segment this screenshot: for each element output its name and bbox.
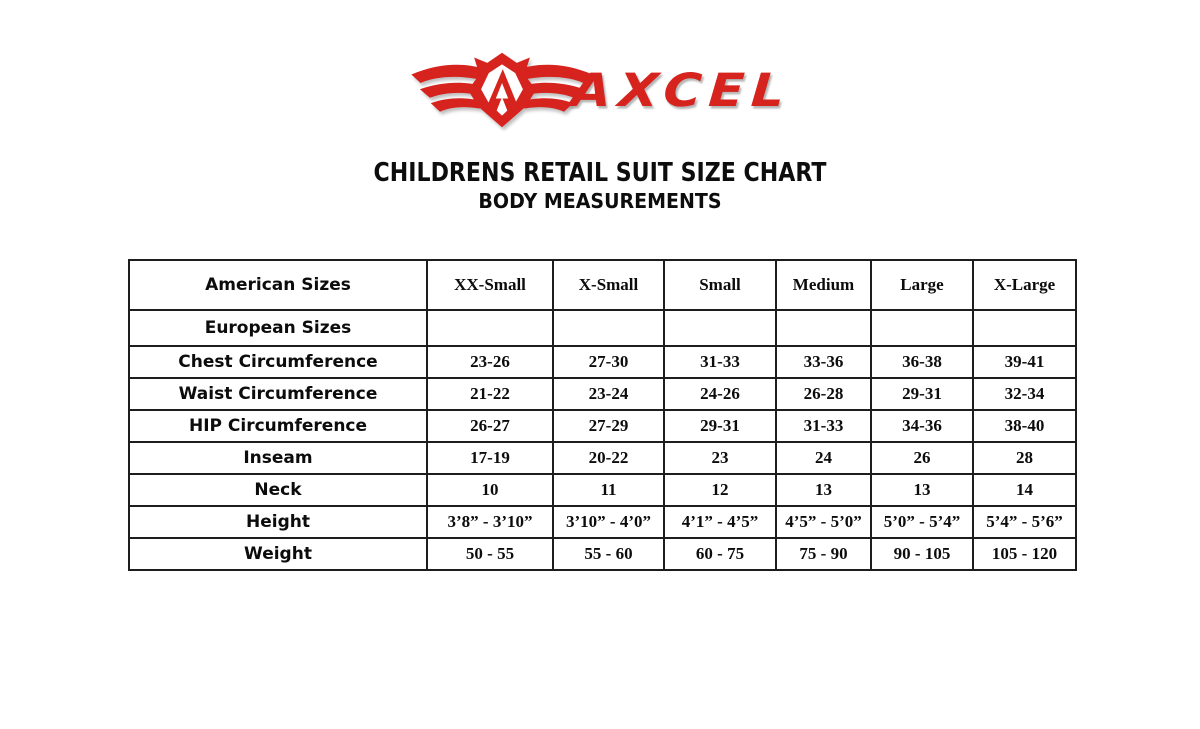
- size-value-cell: 20-22: [553, 442, 664, 474]
- size-value-cell: 24-26: [664, 378, 776, 410]
- column-header-size-5: Large: [871, 260, 973, 310]
- table-row: [129, 442, 1076, 474]
- size-value-cell: 50 - 55: [427, 538, 553, 570]
- table-row: [129, 346, 1076, 378]
- table-row: [129, 378, 1076, 410]
- size-value-cell: 31-33: [776, 410, 871, 442]
- size-value-cell: 33-36: [776, 346, 871, 378]
- table-row: [129, 310, 1076, 346]
- column-header-size-1: XX-Small: [427, 260, 553, 310]
- size-value-cell: 4’1” - 4’5”: [664, 506, 776, 538]
- size-value-cell: [973, 310, 1076, 346]
- size-value-cell: 39-41: [973, 346, 1076, 378]
- size-value-cell: 26-28: [776, 378, 871, 410]
- size-value-cell: 4’5” - 5’0”: [776, 506, 871, 538]
- table-row: [129, 506, 1076, 538]
- row-label: HIP Circumference: [129, 410, 427, 442]
- size-value-cell: 75 - 90: [776, 538, 871, 570]
- size-value-cell: 29-31: [664, 410, 776, 442]
- row-label: Weight: [129, 538, 427, 570]
- size-value-cell: 34-36: [871, 410, 973, 442]
- row-label: Neck: [129, 474, 427, 506]
- size-value-cell: 21-22: [427, 378, 553, 410]
- table-row: [129, 474, 1076, 506]
- row-label: Height: [129, 506, 427, 538]
- page-title: CHILDRENS RETAIL SUIT SIZE CHART: [373, 158, 827, 188]
- size-value-cell: 23-24: [553, 378, 664, 410]
- size-value-cell: 27-29: [553, 410, 664, 442]
- size-value-cell: 12: [664, 474, 776, 506]
- size-value-cell: 32-34: [973, 378, 1076, 410]
- size-value-cell: 38-40: [973, 410, 1076, 442]
- column-header-size-2: X-Small: [553, 260, 664, 310]
- axcel-winged-shield-icon: [409, 50, 595, 130]
- page-subtitle: BODY MEASUREMENTS: [478, 189, 722, 213]
- brand-logo: [0, 0, 1200, 132]
- size-value-cell: 90 - 105: [871, 538, 973, 570]
- size-value-cell: 26: [871, 442, 973, 474]
- row-label: Inseam: [129, 442, 427, 474]
- size-value-cell: [427, 310, 553, 346]
- row-label: European Sizes: [129, 310, 427, 346]
- size-value-cell: [553, 310, 664, 346]
- size-value-cell: 29-31: [871, 378, 973, 410]
- size-value-cell: 3’10” - 4’0”: [553, 506, 664, 538]
- column-header-american-sizes: American Sizes: [129, 260, 427, 310]
- size-value-cell: 36-38: [871, 346, 973, 378]
- column-header-size-6: X-Large: [973, 260, 1076, 310]
- size-value-cell: 23: [664, 442, 776, 474]
- size-value-cell: 60 - 75: [664, 538, 776, 570]
- size-value-cell: 10: [427, 474, 553, 506]
- size-value-cell: [871, 310, 973, 346]
- size-value-cell: 31-33: [664, 346, 776, 378]
- size-value-cell: 24: [776, 442, 871, 474]
- column-header-size-3: Small: [664, 260, 776, 310]
- size-value-cell: 13: [871, 474, 973, 506]
- brand-wordmark: AXCEL: [568, 64, 794, 118]
- size-value-cell: 11: [553, 474, 664, 506]
- size-value-cell: 14: [973, 474, 1076, 506]
- table-row: [129, 410, 1076, 442]
- size-value-cell: 3’8” - 3’10”: [427, 506, 553, 538]
- size-value-cell: [776, 310, 871, 346]
- size-value-cell: 5’4” - 5’6”: [973, 506, 1076, 538]
- column-header-size-4: Medium: [776, 260, 871, 310]
- size-value-cell: 105 - 120: [973, 538, 1076, 570]
- table-header-row: [129, 260, 1076, 310]
- size-value-cell: [664, 310, 776, 346]
- size-value-cell: 17-19: [427, 442, 553, 474]
- size-value-cell: 27-30: [553, 346, 664, 378]
- size-value-cell: 13: [776, 474, 871, 506]
- size-value-cell: 55 - 60: [553, 538, 664, 570]
- row-label: Waist Circumference: [129, 378, 427, 410]
- size-chart-table: [128, 259, 1077, 571]
- table-row: [129, 538, 1076, 570]
- size-value-cell: 23-26: [427, 346, 553, 378]
- size-value-cell: 28: [973, 442, 1076, 474]
- size-value-cell: 5’0” - 5’4”: [871, 506, 973, 538]
- row-label: Chest Circumference: [129, 346, 427, 378]
- size-value-cell: 26-27: [427, 410, 553, 442]
